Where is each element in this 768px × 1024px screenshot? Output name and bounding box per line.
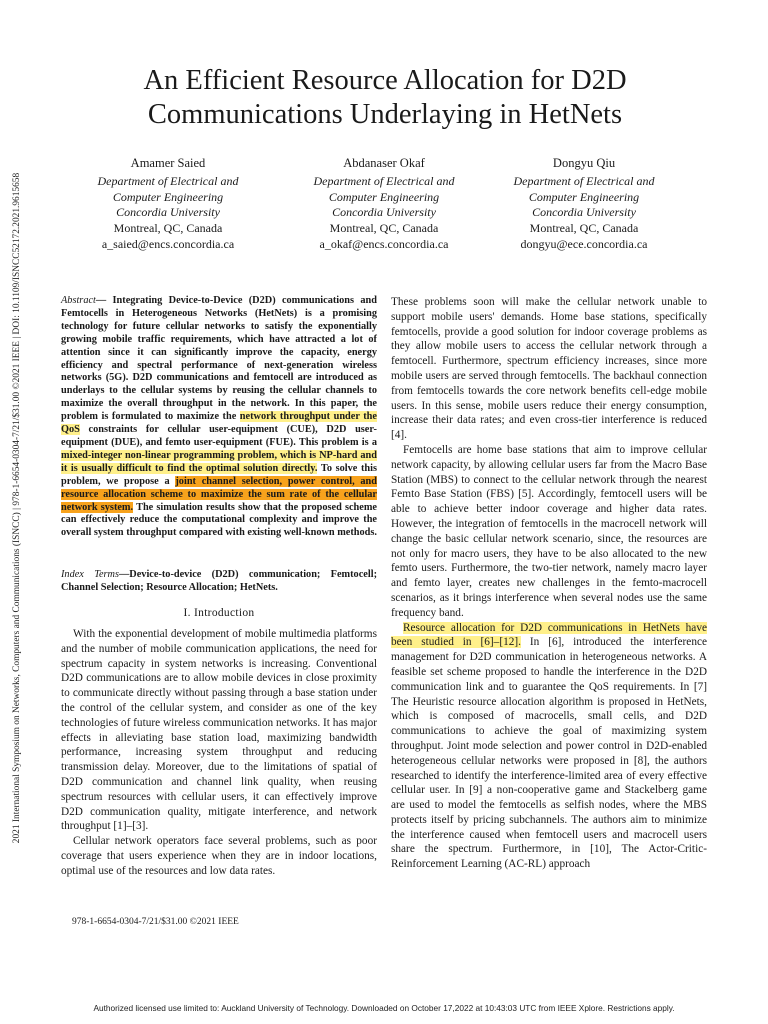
title-line-2: Communications Underlaying in HetNets: [147, 99, 623, 130]
author-3: [474, 156, 694, 253]
author-location: Montreal, QC, Canada: [113, 221, 223, 236]
author-name: Abdanaser Okaf: [343, 156, 425, 170]
author-location: Montreal, QC, Canada: [529, 221, 639, 236]
author-dept: Computer Engineering: [112, 189, 224, 204]
highlight-yellow: Resource allocation for D2D communications in HetNets have been studied in [6]–[12].: [391, 621, 707, 649]
highlight-orange: joint channel selection, power control, and resource allocation scheme to maximize the sum rate of the cellular network system.: [61, 475, 377, 513]
paragraph: Femtocells are home base stations that aim to improve cellular network capacity, by allowing cellular users far from the Macro Base Station (MBS) to connect to the cellular network through the nearest Femto Base Station (FBS) [5]. Accordingly, femtocell users will be able to achieve better indoor coverage and higher data rates. However, the integration of femtocells in the macrocell network will change the basic cellular network scenario, since, the resources are not only for macro users, they have to be also allocated to the new femto users. Furthermore, the two-tier network, namely macro layer and femto layer, creates new challenges in the femto-macrocell scenarios, as it brings interference when several nodes use the same frequency band.: [391, 443, 707, 619]
author-dept: Department of Electrical and: [97, 173, 239, 188]
author-university: Concordia University: [332, 205, 436, 220]
abstract-lead: Abstract: [61, 295, 96, 306]
doi-sidebar-text: 2021 International Symposium on Networks, Computers and Communications (ISNCC) | 978-1-6654-0304-7/21/$31.00 ©2021 IEEE | DOI: 10.1109/ISNCC52172.2021.9615658: [12, 172, 22, 844]
author-email: a_saied@encs.concordia.ca: [101, 236, 235, 251]
abstract-text: Integrating Device-to-Device (D2D) communications and Femtocells in Heterogeneous Networks (HetNets) is a promising technology for future cellular networks to satisfy the exponentially growing mobile traffic requirements, which have attracted a lot of attention since it can significantly improve the capacity, energy efficiency and spectral performance of next-generation wireless networks (5G). D2D communications and femtocell are introduced as underlays to the cellular systems by reusing the cellular channels to maximize the overall throughput in the network. In this paper, the problem is formulated to maximize the: [61, 295, 377, 423]
paragraph: [391, 621, 707, 873]
author-1: [58, 156, 278, 253]
paragraph: With the exponential development of mobile multimedia platforms and the number of mobile communication applications, the need for spectrum capacity in system networks is increasing. Conventional D2D communications are to allow mobile devices in close proximity to communicate directly without passing through a base station under the control of the cellular system, and consider as one of the key technologies of future wireless communication networks. It has major effects in alleviating base station load, maximizing bandwidth performance, increasing system throughput and reducing transmission delay. Moreover, due to the limitations of spatial of D2D communication and channel link quality, when reusing spectrum resources with cellular users, it can effectively improve D2D communication quality, mitigate interference, and network throughput [1]–[3].: [61, 628, 377, 833]
author-dept: Department of Electrical and: [513, 173, 655, 188]
author-location: Montreal, QC, Canada: [329, 221, 439, 236]
author-email: a_okaf@encs.concordia.ca: [319, 236, 449, 251]
paragraph: These problems soon will make the cellular network unable to support mobile users' demands. Home base stations, specifically femtocells, provide a good solution for indoor coverage problems as they allow mobile users to access the cellular network through a femtocell. Furthermore, spectrum efficiency increases, since more mobile users are served through femtocells. The backhaul connection from femtocells towards the core network benefits cell-edge mobile users. In this sense, mobile users reduce their energy consumption, increase their data rates; and even cross-tier interference is reduced [4].: [391, 296, 707, 442]
abstract-text: constraints for cellular user-equipment (CUE), D2D user-equipment (DUE), and femto user-equipment (FUE). This problem is a: [61, 424, 377, 448]
highlight-yellow: mixed-integer non-linear programming problem, which is NP-hard and it is usually difficult to find the optimal solution directly.: [61, 449, 377, 474]
author-dept: Computer Engineering: [528, 189, 640, 204]
title-line-1: An Efficient Resource Allocation for D2D: [143, 65, 627, 96]
author-dept: Computer Engineering: [328, 189, 440, 204]
highlight-yellow: network throughput under the QoS: [61, 411, 377, 436]
introduction-right: [391, 295, 707, 872]
author-dept: Department of Electrical and: [313, 173, 455, 188]
index-terms-text: —Device-to-device (D2D) communication; Femtocell; Channel Selection; Resource Allocation; HetNets.: [61, 569, 377, 593]
abstract: [61, 295, 377, 540]
doi-sidebar: [0, 0, 34, 1024]
abstract-text: To solve this problem, we propose a: [61, 462, 377, 487]
introduction-left: [61, 627, 377, 879]
copyright-notice: 978-1-6654-0304-7/21/$31.00 ©2021 IEEE: [72, 917, 239, 927]
author-university: Concordia University: [532, 205, 636, 220]
author-university: Concordia University: [116, 205, 220, 220]
author-name: Amamer Saied: [130, 156, 206, 170]
paragraph-text: In [6], introduced the interference management for D2D communication in heterogeneous networks. A feasible set scheme proposed to handle the interference in the D2D communication link and to guarantee the QoS requirements. In [7] The Heuristic resource allocation algorithm is proposed in HetNets, which is composed of macrocells, small cells, and D2D communications to achieve the goal of maximizing system throughput. Joint mode selection and power control in D2D-enabled heterogeneous cellular networks were proposed in [8], the authors researched to identify the interference-limited area of every effective cellular user. In [9] a non-cooperative game and Stackelberg game are used to model the femtocells as selfish nodes, where the MBS protects itself by pricing subchannels. The authors aim to minimize the interference caused when femtocell users and macrocell users share the spectrum. Furthermore, in [10], The Actor-Critic-Reinforcement Learning (AC-RL) approach: [391, 636, 707, 871]
section-heading: I. Introduction: [183, 607, 255, 619]
author-2: [274, 156, 494, 253]
abstract-dash: —: [95, 295, 113, 306]
paper-title: [60, 64, 710, 132]
author-email: dongyu@ece.concordia.ca: [520, 236, 648, 251]
author-name: Dongyu Qiu: [552, 156, 616, 170]
license-footer: Authorized licensed use limited to: Auckland University of Technology. Downloaded on October 17,2022 at 10:43:03 UTC from IEEE Xplore. Restrictions apply.: [93, 1003, 675, 1013]
paragraph: Cellular network operators face several problems, such as poor coverage that users experience when they are in indoor locations, optimal use of the resources and low data rates.: [61, 835, 377, 877]
index-terms: [61, 569, 377, 595]
index-terms-lead: Index Terms: [61, 569, 119, 580]
abstract-text: The simulation results show that the proposed scheme can effectively reduce the computational complexity and improve the overall system throughput compared with existing well-known methods.: [61, 501, 377, 539]
